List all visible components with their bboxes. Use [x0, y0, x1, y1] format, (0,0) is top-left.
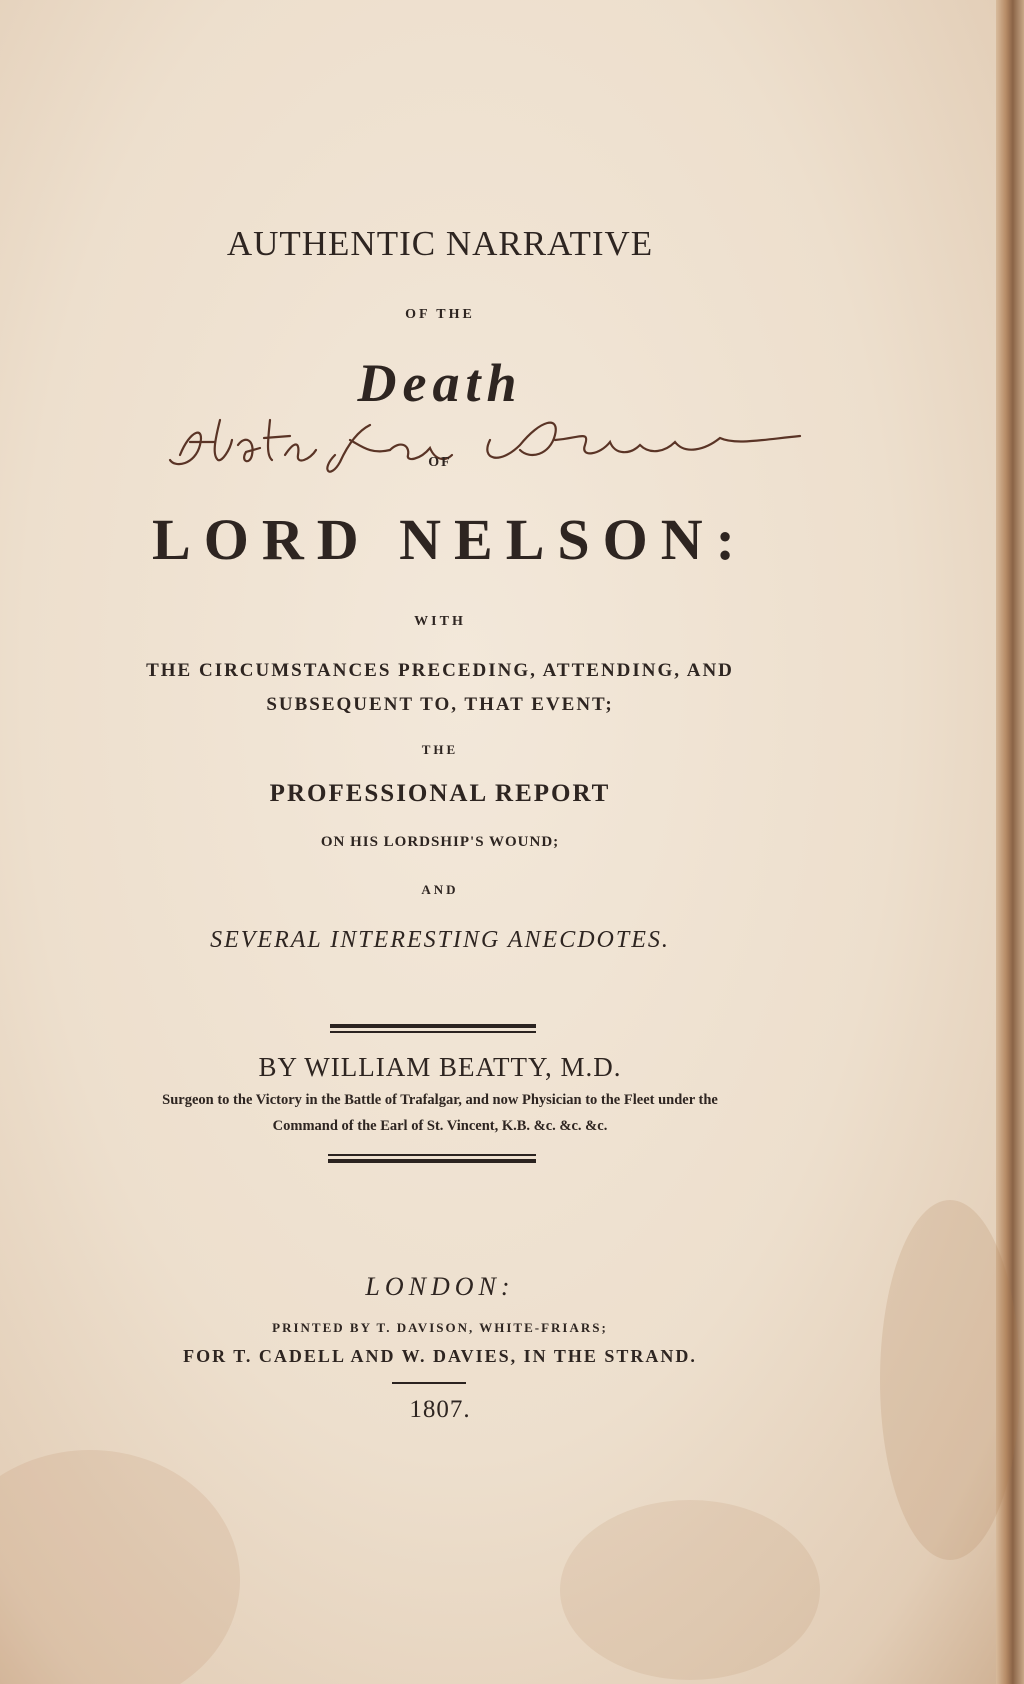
- title-line-of: OF: [428, 455, 452, 470]
- subtitle-professional-report: PROFESSIONAL REPORT: [269, 780, 611, 807]
- handwritten-signature: [160, 400, 820, 490]
- page-edge: [996, 0, 1024, 1684]
- foxing-stain: [0, 1450, 240, 1684]
- author-credentials-line-2: Command of the Earl of St. Vincent, K.B. &c. &c. &c.: [272, 1118, 608, 1134]
- subtitle-anecdotes: SEVERAL INTERESTING ANECDOTES.: [210, 927, 670, 953]
- title-line-authentic-narrative: AUTHENTIC NARRATIVE: [226, 224, 654, 263]
- subtitle-line-1: THE CIRCUMSTANCES PRECEDING, ATTENDING, AND: [146, 660, 734, 681]
- subtitle-wound: ON HIS LORDSHIP'S WOUND;: [320, 834, 560, 850]
- subtitle-and: AND: [421, 882, 459, 897]
- subtitle-line-2: SUBSEQUENT TO, THAT EVENT;: [266, 694, 614, 715]
- year-rule: [392, 1382, 466, 1384]
- foxing-stain: [560, 1500, 820, 1680]
- double-rule-upper: [330, 1024, 536, 1028]
- imprint-publisher: FOR T. CADELL AND W. DAVIES, IN THE STRAND.: [183, 1346, 697, 1366]
- subtitle-line-the: THE: [421, 742, 459, 757]
- double-rule-lower-thick: [328, 1159, 536, 1163]
- author-line: BY WILLIAM BEATTY, M.D.: [258, 1052, 622, 1082]
- title-line-with: WITH: [414, 614, 466, 629]
- author-credentials-line-1: Surgeon to the Victory in the Battle of Trafalgar, and now Physician to the Fleet under the: [162, 1092, 718, 1108]
- imprint-printer: PRINTED BY T. DAVISON, WHITE-FRIARS;: [272, 1320, 608, 1335]
- title-line-of-the: OF THE: [405, 307, 475, 322]
- title-line-lord-nelson: LORD NELSON:: [152, 507, 748, 572]
- title-line-death: Death: [357, 353, 523, 413]
- double-rule-upper-thin: [330, 1031, 536, 1033]
- imprint-place: LONDON:: [365, 1272, 515, 1301]
- imprint-year: 1807.: [409, 1396, 471, 1423]
- double-rule-lower: [328, 1154, 536, 1156]
